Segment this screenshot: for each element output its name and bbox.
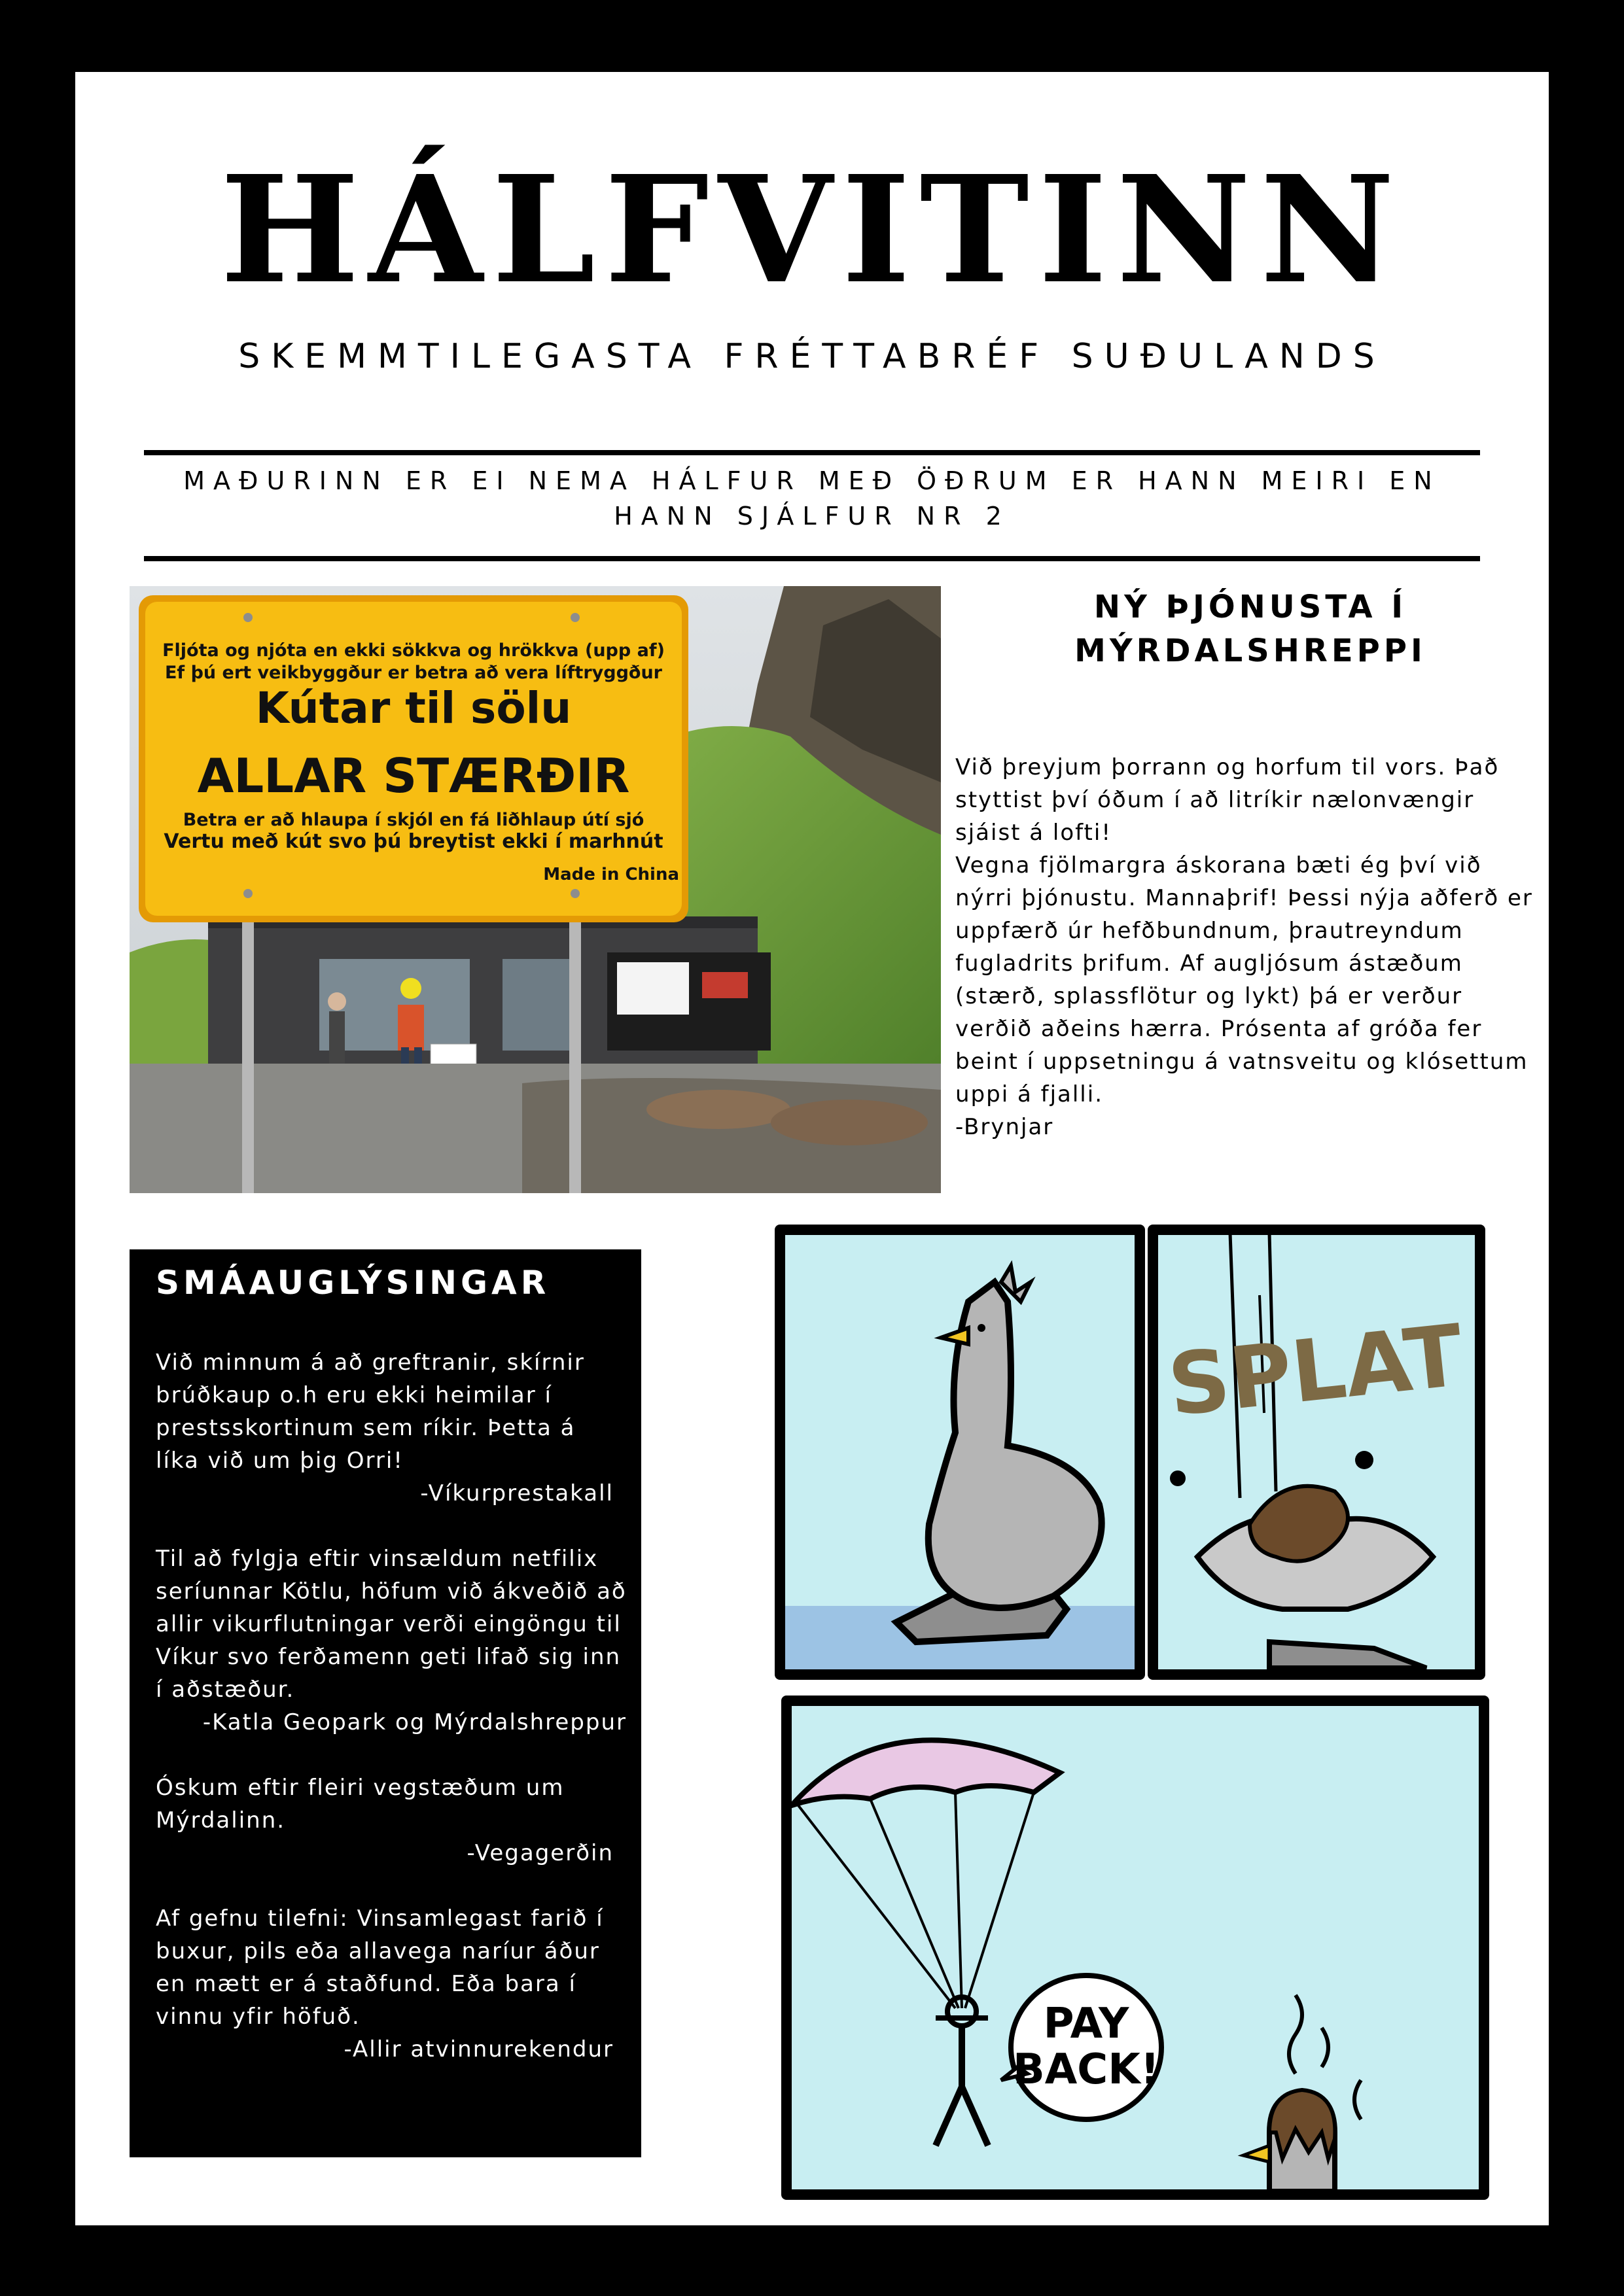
speech-line-1: PAY xyxy=(1043,2000,1129,2048)
comic-panel-2 xyxy=(1153,1230,1480,1675)
speech-line-2: BACK! xyxy=(1012,2045,1160,2094)
article-title: NÝ ÞJÓNUSTA Í MÝRDALSHREPPI xyxy=(1074,589,1426,669)
article-signature: -Brynjar xyxy=(955,1114,1054,1140)
classified-ad xyxy=(156,1346,627,1510)
masthead-tagline: SKEMMTILEGASTA FRÉTTABRÉF SUÐULANDS xyxy=(238,337,1386,376)
article-paragraph: Við þreyjum þorrann og horfum til vors. Það styttist því óðum í að litríkir nælonvængir sjáist á lofti! xyxy=(955,754,1500,846)
ad-text: Við minnum á að greftranir, skírnir brúðkaup o.h eru ekki heimilar í prestsskortinum sem ríkir. Þetta á líka við um þig Orri! xyxy=(156,1349,585,1474)
ad-text: Af gefnu tilefni: Vinsamlegast farið í buxur, pils eða allavega naríur áður en mætt er á staðfund. Eða bara í vinnu yfir höfuð. xyxy=(156,1905,604,2030)
classified-ad xyxy=(156,1771,627,1870)
sign-line-4: Vertu með kút svo þú breytist ekki í marhnút xyxy=(164,830,663,853)
comic-strip xyxy=(772,1217,1492,2204)
motto: MAÐURINN ER EI NEMA HÁLFUR MEÐ ÖÐRUM ER HANN MEIRI EN HANN SJÁLFUR NR 2 xyxy=(183,466,1441,531)
article-paragraph: Vegna fjölmargra áskorana bæti ég því við nýrri þjónustu. Mannaþrif! Þessi nýja aðferð er uppfærð úr hefðbundnum, þrautreyndum fugladrits þrifum. Af augljósum ástæðum (stærð, splassflötur og lykt) þá er verður verðið aðeins hærra. Prósenta af gróða fer beint í uppsetningu á vatnsveitu og klósettum uppi á fjalli. xyxy=(955,852,1533,1107)
classified-ad xyxy=(156,1902,627,2066)
comic-sfx: SPLAT xyxy=(1163,1305,1468,1436)
ad-text: Óskum eftir fleiri vegstæðum um Mýrdalinn. xyxy=(156,1775,565,1834)
ad-signature: -Víkurprestakall xyxy=(420,1480,614,1506)
classified-ad xyxy=(156,1542,627,1739)
bottom-rule xyxy=(144,556,1480,561)
sign-footer: Made in China xyxy=(543,865,679,884)
ad-signature: -Vegagerðin xyxy=(467,1840,614,1866)
sign-line-2: Ef þú ert veikbyggður er betra að vera líftryggður xyxy=(164,663,662,683)
masthead-title: HÁLFVITINN xyxy=(220,144,1404,317)
ad-signature: -Katla Geopark og Mýrdalshreppur xyxy=(202,1709,627,1735)
top-rule xyxy=(144,450,1480,455)
sign-subheadline: ALLAR STÆRÐIR xyxy=(197,748,630,803)
comic-panel-1 xyxy=(780,1230,1140,1675)
sign-headline: Kútar til sölu xyxy=(255,683,572,733)
classifieds-box xyxy=(130,1249,641,2157)
ad-text: Til að fylgja eftir vinsældum netfilix seríunnar Kötlu, höfum við ákveðið að allir vikurflutningar verði eingöngu til Víkur svo ferðamenn geti lifað sig inn í aðstæður. xyxy=(156,1546,627,1703)
classifieds-list xyxy=(156,1346,627,2098)
ad-signature: -Allir atvinnurekendur xyxy=(344,2036,614,2062)
sign-line-3: Betra er að hlaupa í skjól en fá liðhlaup útí sjó xyxy=(183,810,644,830)
classifieds-title: SMÁAUGLÝSINGAR xyxy=(156,1264,550,1302)
sign-photo xyxy=(130,586,941,1193)
newsletter-page xyxy=(75,72,1549,2225)
sign-line-1: Fljóta og njóta en ekki sökkva og hrökkva (upp af) xyxy=(162,640,665,661)
article-body xyxy=(955,751,1538,1143)
comic-panel-3 xyxy=(786,1701,1484,2195)
